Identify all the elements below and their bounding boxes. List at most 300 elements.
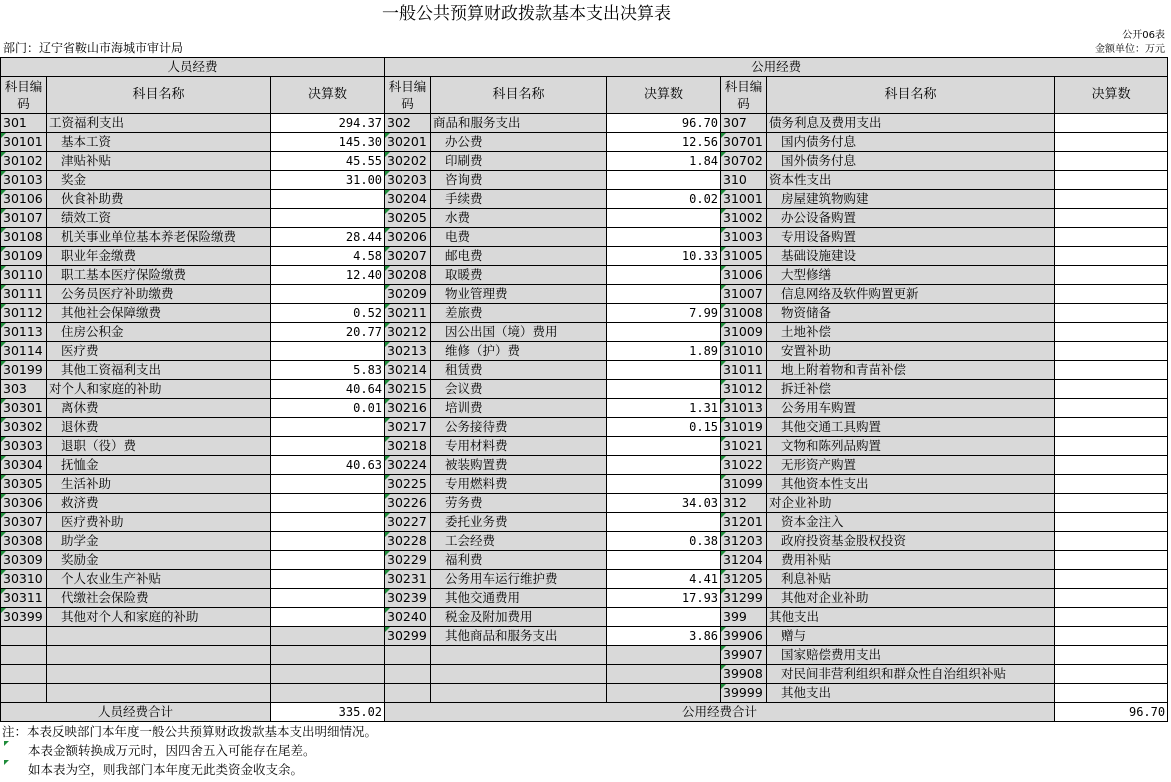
table-row <box>1 589 1168 608</box>
amount-cell: 0.38 <box>607 532 721 551</box>
amount-cell <box>607 437 721 456</box>
subject-code-cell: 39908 <box>721 665 767 684</box>
amount-cell: 1.31 <box>607 399 721 418</box>
subject-code-cell: 30310 <box>1 570 47 589</box>
subject-name-cell: 电费 <box>431 228 607 247</box>
subject-code-cell: 30231 <box>385 570 431 589</box>
table-row <box>1 285 1168 304</box>
table-row <box>1 684 1168 703</box>
amount-cell: 31.00 <box>271 171 385 190</box>
subject-code-cell: 30213 <box>385 342 431 361</box>
amount-cell <box>271 418 385 437</box>
table-row <box>1 209 1168 228</box>
subject-code-cell: 30226 <box>385 494 431 513</box>
subject-name-cell: 职业年金缴费 <box>47 247 271 266</box>
amount-cell <box>1055 456 1168 475</box>
subject-code-cell: 31203 <box>721 532 767 551</box>
amount-cell <box>1055 380 1168 399</box>
subject-name-cell: 物资储备 <box>767 304 1055 323</box>
subject-name-cell: 资本金注入 <box>767 513 1055 532</box>
table-row <box>1 114 1168 133</box>
subject-code-cell: 30108 <box>1 228 47 247</box>
subject-code-cell: 31010 <box>721 342 767 361</box>
amount-cell <box>1055 247 1168 266</box>
amount-cell <box>1055 684 1168 703</box>
table-row <box>1 418 1168 437</box>
amount-cell <box>1055 475 1168 494</box>
subject-code-cell: 310 <box>721 171 767 190</box>
amount-cell <box>1055 342 1168 361</box>
amount-cell: 1.84 <box>607 152 721 171</box>
amount-cell <box>271 437 385 456</box>
amount-cell <box>271 475 385 494</box>
table-row <box>1 247 1168 266</box>
amount-cell <box>271 532 385 551</box>
amount-cell <box>1055 513 1168 532</box>
amount-cell: 4.58 <box>271 247 385 266</box>
amount-cell <box>607 551 721 570</box>
subject-name-cell: 无形资产购置 <box>767 456 1055 475</box>
subject-name-cell: 退职（役）费 <box>47 437 271 456</box>
subject-code-cell: 312 <box>721 494 767 513</box>
subject-name-cell <box>47 646 271 665</box>
subject-code-cell: 30209 <box>385 285 431 304</box>
subject-code-cell: 30199 <box>1 361 47 380</box>
amount-header: 决算数 <box>607 77 721 114</box>
subject-code-cell: 307 <box>721 114 767 133</box>
subject-code-cell: 31007 <box>721 285 767 304</box>
amount-cell <box>1055 646 1168 665</box>
subject-name-cell: 债务利息及费用支出 <box>767 114 1055 133</box>
subject-code-cell <box>385 665 431 684</box>
table-row <box>1 380 1168 399</box>
amount-cell <box>1055 323 1168 342</box>
subject-name-cell: 专用燃料费 <box>431 475 607 494</box>
amount-cell: 10.33 <box>607 247 721 266</box>
subject-code-cell: 30111 <box>1 285 47 304</box>
subject-name-cell: 伙食补助费 <box>47 190 271 209</box>
table-row <box>1 627 1168 646</box>
amount-cell <box>271 513 385 532</box>
subject-code-cell: 301 <box>1 114 47 133</box>
title: 一般公共预算财政拨款基本支出决算表 <box>382 4 671 24</box>
subject-name-cell <box>431 646 607 665</box>
amount-cell <box>607 513 721 532</box>
table-row <box>1 646 1168 665</box>
table-row <box>1 608 1168 627</box>
subject-name-cell: 退休费 <box>47 418 271 437</box>
subject-code-cell: 39906 <box>721 627 767 646</box>
subject-code-cell: 303 <box>1 380 47 399</box>
amount-cell <box>1055 285 1168 304</box>
subject-name-cell: 税金及附加费用 <box>431 608 607 627</box>
subject-code-cell: 30103 <box>1 171 47 190</box>
subject-name-cell: 基础设施建设 <box>767 247 1055 266</box>
amount-cell <box>271 342 385 361</box>
amount-cell <box>607 209 721 228</box>
subject-name-cell: 地上附着物和青苗补偿 <box>767 361 1055 380</box>
name-header: 科目名称 <box>431 77 607 114</box>
subject-name-cell: 安置补助 <box>767 342 1055 361</box>
subject-code-cell: 30305 <box>1 475 47 494</box>
amount-cell <box>607 266 721 285</box>
amount-cell <box>1055 190 1168 209</box>
subject-name-cell: 咨询费 <box>431 171 607 190</box>
subject-code-cell <box>1 684 47 703</box>
subject-name-cell: 费用补贴 <box>767 551 1055 570</box>
subject-code-cell: 30205 <box>385 209 431 228</box>
subject-code-cell <box>1 627 47 646</box>
subject-code-cell: 31013 <box>721 399 767 418</box>
code-header: 科目编码 <box>721 77 767 114</box>
subject-name-cell: 信息网络及软件购置更新 <box>767 285 1055 304</box>
amount-cell: 34.03 <box>607 494 721 513</box>
amount-cell <box>1055 494 1168 513</box>
amount-cell <box>1055 418 1168 437</box>
personnel-header: 人员经费 <box>1 58 385 77</box>
amount-cell <box>271 665 385 684</box>
subject-code-cell: 30239 <box>385 589 431 608</box>
amount-cell: 5.83 <box>271 361 385 380</box>
table-row <box>1 437 1168 456</box>
amount-cell <box>607 323 721 342</box>
amount-cell <box>607 475 721 494</box>
amount-cell: 3.86 <box>607 627 721 646</box>
subject-name-cell: 其他交通工具购置 <box>767 418 1055 437</box>
subject-code-cell: 30302 <box>1 418 47 437</box>
subject-code-cell: 30102 <box>1 152 47 171</box>
subject-code-cell: 30701 <box>721 133 767 152</box>
amount-cell: 0.15 <box>607 418 721 437</box>
subject-code-cell: 31022 <box>721 456 767 475</box>
amount-unit: 金额单位：万元 <box>1095 44 1165 55</box>
code-header: 科目编码 <box>385 77 431 114</box>
form-code: 公开06表 <box>1122 30 1165 41</box>
subject-name-cell: 公务用车运行维护费 <box>431 570 607 589</box>
subject-code-cell: 30303 <box>1 437 47 456</box>
totals-row <box>1 703 1168 722</box>
name-header: 科目名称 <box>767 77 1055 114</box>
subject-name-cell: 公务员医疗补助缴费 <box>47 285 271 304</box>
subject-name-cell: 被装购置费 <box>431 456 607 475</box>
note-line: 注：本表反映部门本年度一般公共预算财政拨款基本支出明细情况。 <box>2 724 378 739</box>
amount-cell <box>1055 209 1168 228</box>
subject-code-cell: 30301 <box>1 399 47 418</box>
subject-name-cell <box>47 684 271 703</box>
amount-cell <box>607 171 721 190</box>
expenditure-table <box>0 57 1168 722</box>
amount-cell <box>1055 437 1168 456</box>
subject-code-cell: 302 <box>385 114 431 133</box>
subject-code-cell: 30216 <box>385 399 431 418</box>
amount-cell <box>607 665 721 684</box>
public-total-value: 96.70 <box>1055 703 1168 722</box>
subject-name-cell: 文物和陈列品购置 <box>767 437 1055 456</box>
subject-name-cell: 差旅费 <box>431 304 607 323</box>
subject-name-cell: 其他支出 <box>767 684 1055 703</box>
personnel-total-label: 人员经费合计 <box>1 703 271 722</box>
subject-code-cell: 30212 <box>385 323 431 342</box>
public-total-label: 公用经费合计 <box>385 703 1055 722</box>
table-row <box>1 152 1168 171</box>
amount-cell <box>271 589 385 608</box>
subject-name-cell: 取暖费 <box>431 266 607 285</box>
subject-name-cell: 国内债务付息 <box>767 133 1055 152</box>
subject-code-cell: 31005 <box>721 247 767 266</box>
subject-code-cell: 31003 <box>721 228 767 247</box>
subject-code-cell: 30101 <box>1 133 47 152</box>
amount-cell <box>271 646 385 665</box>
amount-cell: 145.30 <box>271 133 385 152</box>
amount-cell: 12.56 <box>607 133 721 152</box>
subject-code-cell: 31002 <box>721 209 767 228</box>
subject-code-cell: 30201 <box>385 133 431 152</box>
subject-code-cell: 30106 <box>1 190 47 209</box>
subject-code-cell <box>1 665 47 684</box>
note-line: 如本表为空，则我部门本年度无此类资金收支余。 <box>2 760 377 779</box>
subject-name-cell: 印刷费 <box>431 152 607 171</box>
amount-cell <box>1055 665 1168 684</box>
subject-name-cell: 会议费 <box>431 380 607 399</box>
subject-code-cell: 30308 <box>1 532 47 551</box>
subject-code-cell: 30114 <box>1 342 47 361</box>
amount-cell <box>607 380 721 399</box>
subject-name-cell: 专用设备购置 <box>767 228 1055 247</box>
subject-code-cell: 31201 <box>721 513 767 532</box>
amount-cell <box>1055 152 1168 171</box>
subject-code-cell: 31019 <box>721 418 767 437</box>
amount-cell <box>607 285 721 304</box>
table-row <box>1 266 1168 285</box>
amount-cell: 96.70 <box>607 114 721 133</box>
subject-code-cell: 31299 <box>721 589 767 608</box>
subject-name-cell: 对个人和家庭的补助 <box>47 380 271 399</box>
subject-name-cell: 办公费 <box>431 133 607 152</box>
subject-code-cell: 30202 <box>385 152 431 171</box>
table-row <box>1 228 1168 247</box>
amount-cell <box>271 684 385 703</box>
table-row <box>1 532 1168 551</box>
subject-code-cell: 30299 <box>385 627 431 646</box>
subject-name-cell: 其他工资福利支出 <box>47 361 271 380</box>
public-header: 公用经费 <box>385 58 1168 77</box>
subject-name-cell: 赠与 <box>767 627 1055 646</box>
subject-name-cell <box>47 627 271 646</box>
subject-name-cell: 因公出国（境）费用 <box>431 323 607 342</box>
subject-name-cell: 个人农业生产补贴 <box>47 570 271 589</box>
subject-code-cell <box>385 646 431 665</box>
amount-cell <box>1055 114 1168 133</box>
subject-name-cell: 专用材料费 <box>431 437 607 456</box>
subject-code-cell: 30306 <box>1 494 47 513</box>
subject-name-cell <box>431 665 607 684</box>
subject-code-cell <box>1 646 47 665</box>
subject-name-cell: 公务接待费 <box>431 418 607 437</box>
amount-cell <box>607 646 721 665</box>
subject-name-cell: 抚恤金 <box>47 456 271 475</box>
code-header: 科目编码 <box>1 77 47 114</box>
amount-cell <box>271 570 385 589</box>
amount-cell <box>1055 266 1168 285</box>
subject-code-cell: 30309 <box>1 551 47 570</box>
amount-cell <box>271 190 385 209</box>
amount-cell <box>607 228 721 247</box>
subject-code-cell: 30215 <box>385 380 431 399</box>
amount-cell <box>271 551 385 570</box>
subject-code-cell <box>385 684 431 703</box>
subject-name-cell: 其他商品和服务支出 <box>431 627 607 646</box>
table-row <box>1 494 1168 513</box>
subject-code-cell: 30228 <box>385 532 431 551</box>
subject-name-cell: 土地补偿 <box>767 323 1055 342</box>
amount-cell: 294.37 <box>271 114 385 133</box>
amount-cell <box>1055 361 1168 380</box>
subject-name-cell: 生活补助 <box>47 475 271 494</box>
amount-cell: 12.40 <box>271 266 385 285</box>
subject-code-cell: 30204 <box>385 190 431 209</box>
amount-cell <box>1055 532 1168 551</box>
amount-cell: 28.44 <box>271 228 385 247</box>
subject-code-cell: 30702 <box>721 152 767 171</box>
subject-name-cell: 房屋建筑物购建 <box>767 190 1055 209</box>
subject-name-cell: 助学金 <box>47 532 271 551</box>
subject-name-cell: 对民间非营利组织和群众性自治组织补贴 <box>767 665 1055 684</box>
amount-cell: 17.93 <box>607 589 721 608</box>
subject-code-cell: 30109 <box>1 247 47 266</box>
subject-code-cell: 31008 <box>721 304 767 323</box>
subject-code-cell: 31011 <box>721 361 767 380</box>
subject-name-cell: 离休费 <box>47 399 271 418</box>
amount-cell: 20.77 <box>271 323 385 342</box>
amount-cell <box>1055 627 1168 646</box>
subject-code-cell: 30211 <box>385 304 431 323</box>
subject-code-cell: 30229 <box>385 551 431 570</box>
amount-cell: 0.52 <box>271 304 385 323</box>
subject-name-cell: 办公设备购置 <box>767 209 1055 228</box>
subject-name-cell: 奖金 <box>47 171 271 190</box>
subject-name-cell: 邮电费 <box>431 247 607 266</box>
amount-cell: 0.01 <box>271 399 385 418</box>
subject-code-cell: 30224 <box>385 456 431 475</box>
subject-code-cell: 30107 <box>1 209 47 228</box>
amount-cell <box>1055 551 1168 570</box>
notes <box>2 722 377 779</box>
table-row <box>1 399 1168 418</box>
table-row <box>1 361 1168 380</box>
subject-name-cell: 对企业补助 <box>767 494 1055 513</box>
personnel-total-value: 335.02 <box>271 703 385 722</box>
subject-name-cell: 其他对企业补助 <box>767 589 1055 608</box>
amount-cell <box>607 456 721 475</box>
amount-cell: 45.55 <box>271 152 385 171</box>
subject-name-cell: 拆迁补偿 <box>767 380 1055 399</box>
subject-name-cell: 医疗费补助 <box>47 513 271 532</box>
subject-name-cell: 公务用车购置 <box>767 399 1055 418</box>
amount-cell <box>607 684 721 703</box>
subject-code-cell: 30218 <box>385 437 431 456</box>
subject-name-cell: 资本性支出 <box>767 171 1055 190</box>
subject-code-cell: 30113 <box>1 323 47 342</box>
subject-name-cell: 利息补贴 <box>767 570 1055 589</box>
subject-code-cell: 31001 <box>721 190 767 209</box>
subject-code-cell: 30240 <box>385 608 431 627</box>
table-row <box>1 304 1168 323</box>
subject-name-cell: 政府投资基金股权投资 <box>767 532 1055 551</box>
subject-name-cell: 维修（护）费 <box>431 342 607 361</box>
subject-name-cell <box>47 665 271 684</box>
subject-name-cell: 津贴补贴 <box>47 152 271 171</box>
table-row <box>1 323 1168 342</box>
name-header: 科目名称 <box>47 77 271 114</box>
table-row <box>1 570 1168 589</box>
amount-cell <box>1055 304 1168 323</box>
subject-code-cell: 30203 <box>385 171 431 190</box>
amount-cell <box>1055 133 1168 152</box>
subject-name-cell: 物业管理费 <box>431 285 607 304</box>
subject-code-cell: 30207 <box>385 247 431 266</box>
amount-cell <box>1055 608 1168 627</box>
table-row <box>1 456 1168 475</box>
amount-header: 决算数 <box>1055 77 1168 114</box>
subject-name-cell: 救济费 <box>47 494 271 513</box>
subject-code-cell: 30227 <box>385 513 431 532</box>
table-row <box>1 551 1168 570</box>
subject-code-cell: 399 <box>721 608 767 627</box>
table-row <box>1 342 1168 361</box>
amount-cell <box>1055 570 1168 589</box>
amount-cell: 1.89 <box>607 342 721 361</box>
subject-code-cell: 31012 <box>721 380 767 399</box>
subject-name-cell: 其他资本性支出 <box>767 475 1055 494</box>
subject-name-cell: 住房公积金 <box>47 323 271 342</box>
amount-cell: 0.02 <box>607 190 721 209</box>
amount-cell: 40.64 <box>271 380 385 399</box>
subject-code-cell: 31009 <box>721 323 767 342</box>
amount-cell <box>271 494 385 513</box>
subject-name-cell: 其他社会保障缴费 <box>47 304 271 323</box>
department-label: 部门：辽宁省鞍山市海城市审计局 <box>3 41 184 55</box>
subject-code-cell: 30112 <box>1 304 47 323</box>
subject-name-cell: 绩效工资 <box>47 209 271 228</box>
subject-code-cell: 30206 <box>385 228 431 247</box>
subject-code-cell: 30217 <box>385 418 431 437</box>
subject-code-cell: 31021 <box>721 437 767 456</box>
subject-name-cell: 代缴社会保险费 <box>47 589 271 608</box>
amount-cell <box>607 361 721 380</box>
subject-code-cell: 31204 <box>721 551 767 570</box>
subject-code-cell: 31205 <box>721 570 767 589</box>
subject-name-cell: 国家赔偿费用支出 <box>767 646 1055 665</box>
subject-name-cell: 手续费 <box>431 190 607 209</box>
subject-code-cell: 39999 <box>721 684 767 703</box>
subject-code-cell: 30311 <box>1 589 47 608</box>
amount-cell <box>1055 399 1168 418</box>
subject-code-cell: 30214 <box>385 361 431 380</box>
amount-cell <box>271 608 385 627</box>
amount-header: 决算数 <box>271 77 385 114</box>
subject-code-cell: 30399 <box>1 608 47 627</box>
subject-name-cell: 租赁费 <box>431 361 607 380</box>
amount-cell: 40.63 <box>271 456 385 475</box>
table-row <box>1 475 1168 494</box>
subject-name-cell: 劳务费 <box>431 494 607 513</box>
subject-code-cell: 31099 <box>721 475 767 494</box>
table-row <box>1 171 1168 190</box>
subject-name-cell: 奖励金 <box>47 551 271 570</box>
subject-name-cell: 商品和服务支出 <box>431 114 607 133</box>
amount-cell <box>1055 171 1168 190</box>
table-row <box>1 133 1168 152</box>
